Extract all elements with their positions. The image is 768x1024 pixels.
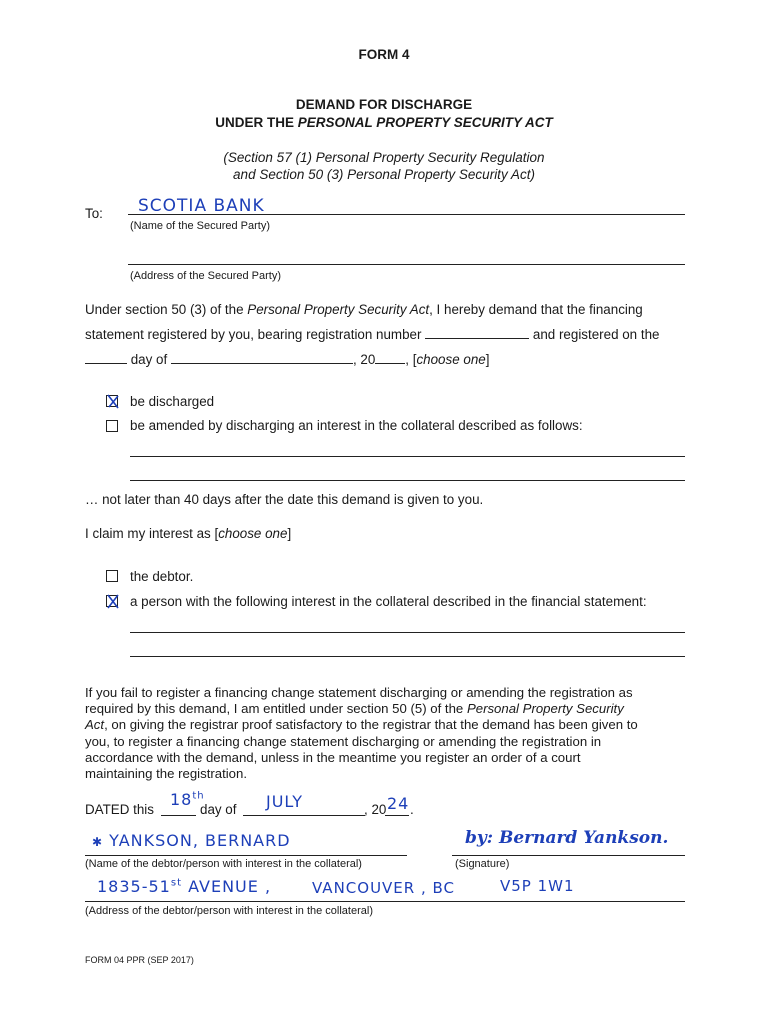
check-mark-icon: [105, 393, 121, 410]
dated-year-label: , 20: [364, 802, 387, 817]
debtor-name-caption: (Name of the debtor/person with interest in the collateral): [85, 858, 362, 870]
secured-party-address-line: [128, 264, 685, 265]
demand-line3-choose: choose one: [416, 352, 486, 367]
check-mark-icon: [105, 593, 121, 610]
dated-month-value[interactable]: JULY: [266, 792, 303, 811]
dated-dayof-label: day of: [200, 802, 237, 817]
claim-interest-text: [85, 526, 291, 541]
amended-collateral-line-1[interactable]: [130, 456, 685, 457]
demand-line1-prefix: Under section 50 (3) of the: [85, 302, 248, 317]
form-title-line1: DEMAND FOR DISCHARGE: [295, 97, 473, 112]
demand-line3-year: , 20: [352, 352, 376, 367]
demand-line2-prefix: statement registered by you, bearing registration number: [85, 327, 422, 342]
address-street-name: AVENUE ,: [188, 877, 272, 896]
debtor-address-caption: (Address of the debtor/person with interest in the collateral): [85, 905, 373, 917]
claim-suffix: ]: [287, 526, 292, 541]
checkbox-be-discharged[interactable]: [106, 395, 118, 407]
dated-day-line: [161, 815, 196, 816]
debtor-address-city[interactable]: VANCOUVER , BC: [312, 879, 456, 897]
secured-party-name-caption: (Name of the Secured Party): [130, 220, 271, 232]
warning-line-3: [85, 717, 685, 733]
warning-line-2-act: Personal Property Security: [466, 701, 624, 717]
signature-caption: (Signature): [455, 858, 510, 870]
form-code-footer: FORM 04 PPR (SEP 2017): [85, 955, 194, 965]
option-be-amended-label: be amended by discharging an interest in the collateral described as follows:: [130, 418, 583, 433]
signature-line: [452, 855, 685, 856]
demand-line1: [85, 302, 643, 317]
debtor-address-postal[interactable]: V5P 1W1: [500, 877, 575, 895]
address-street-number: 1835-51: [97, 877, 171, 896]
claim-choose: choose one: [218, 526, 288, 541]
claim-prefix: I claim my interest as [: [85, 526, 219, 541]
to-label: To:: [85, 206, 103, 221]
demand-line2-suffix: and registered on the: [532, 327, 660, 342]
registration-number-field[interactable]: [425, 326, 529, 339]
demand-line3-dayof: day of: [130, 352, 168, 367]
secured-party-name-value[interactable]: SCOTIA BANK: [138, 196, 265, 216]
demand-line1-suffix: , I hereby demand that the financing: [429, 302, 643, 317]
dated-label: DATED this: [85, 802, 154, 817]
dated-day-number: 18: [170, 790, 193, 809]
debtor-address-street[interactable]: [97, 877, 271, 896]
signature-value[interactable]: by: Bernard Yankson.: [465, 828, 669, 848]
dated-year-value[interactable]: 24: [387, 794, 410, 813]
option-the-debtor-label: the debtor.: [130, 569, 194, 584]
form-title-line2: [0, 115, 768, 130]
demand-line3-end: ]: [485, 352, 490, 367]
amended-collateral-line-2[interactable]: [130, 480, 685, 481]
registration-month-field[interactable]: [171, 351, 353, 364]
secured-party-name-line: [128, 214, 685, 215]
title-prefix: UNDER THE: [215, 115, 298, 130]
interest-description-line-1[interactable]: [130, 632, 685, 633]
warning-line-1: If you fail to register a financing change statement discharging or amending the registration as: [85, 685, 633, 700]
interest-description-line-2[interactable]: [130, 656, 685, 657]
secured-party-address-caption: (Address of the Secured Party): [130, 270, 282, 282]
warning-paragraph: [85, 685, 685, 782]
demand-line3: [85, 351, 489, 367]
warning-line-6: maintaining the registration.: [85, 766, 248, 782]
debtor-address-line: [85, 901, 685, 902]
warning-line-3-act: Act: [85, 717, 105, 733]
deadline-text: … not later than 40 days after the date this demand is given to you.: [85, 492, 484, 507]
debtor-name-text: YANKSON, BERNARD: [109, 831, 291, 850]
demand-line3-bracket: , [: [405, 352, 417, 367]
checkbox-person-with-interest[interactable]: [106, 595, 118, 607]
address-street-suffix: st: [170, 877, 182, 889]
act-name: PERSONAL PROPERTY SECURITY ACT: [297, 115, 553, 130]
checkbox-the-debtor[interactable]: [106, 570, 118, 582]
asterisk-mark-icon: ✱: [92, 835, 104, 849]
warning-line-4: you, to register a financing change statement discharging or amending the registration in: [85, 733, 602, 749]
form-number: FORM 4: [358, 47, 410, 62]
option-be-discharged-label: be discharged: [130, 394, 215, 409]
form-subtitle-line2: and Section 50 (3) Personal Property Security Act): [233, 167, 535, 182]
demand-line1-act: Personal Property Security Act: [247, 302, 430, 317]
registration-year-field[interactable]: [375, 351, 405, 364]
warning-line-2-prefix: required by this demand, I am entitled under section 50 (5) of the: [85, 701, 467, 717]
dated-day-suffix: th: [192, 790, 205, 802]
form-subtitle-line1: (Section 57 (1) Personal Property Security Regulation: [223, 150, 545, 165]
debtor-name-value[interactable]: [92, 831, 291, 850]
dated-period: .: [410, 802, 414, 817]
warning-line-3-suffix: , on giving the registrar proof satisfactory to the registrar that the demand has been given to: [104, 717, 638, 733]
option-person-with-interest-label: a person with the following interest in the collateral described in the financial statement:: [130, 594, 647, 609]
checkbox-be-amended[interactable]: [106, 420, 118, 432]
demand-line2: [85, 326, 659, 342]
registration-day-field[interactable]: [85, 351, 127, 364]
warning-line-2: [85, 701, 685, 717]
warning-line-5: accordance with the demand, unless in the meantime you register an order of a court: [85, 749, 581, 765]
dated-year-line: [385, 815, 409, 816]
dated-month-line: [243, 815, 365, 816]
debtor-name-line: [85, 855, 407, 856]
